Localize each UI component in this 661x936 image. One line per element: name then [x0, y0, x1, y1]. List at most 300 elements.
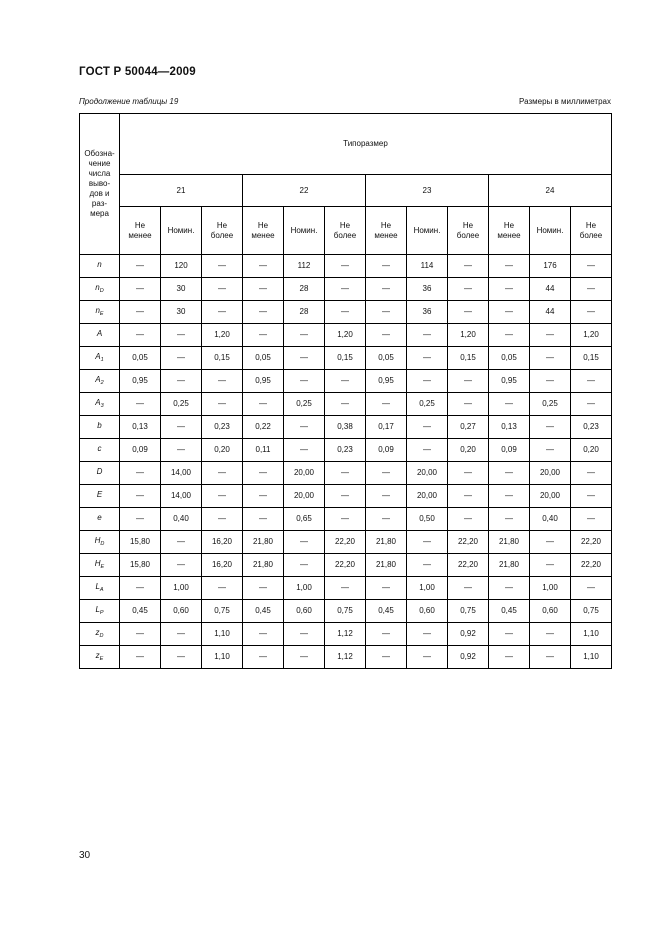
value-cell: 0,95 — [366, 370, 407, 393]
value-cell: — — [202, 485, 243, 508]
value-cell: — — [448, 370, 489, 393]
value-cell: 0,20 — [202, 439, 243, 462]
group-header: Типоразмер — [120, 114, 612, 175]
value-cell: — — [161, 623, 202, 646]
value-cell: 0,60 — [530, 600, 571, 623]
value-cell: 22,20 — [325, 531, 366, 554]
value-cell: — — [161, 416, 202, 439]
value-cell: 114 — [407, 255, 448, 278]
symbol-letter: A — [95, 375, 101, 385]
value-cell: 0,92 — [448, 646, 489, 669]
value-cell: 20,00 — [284, 462, 325, 485]
symbol-subscript: A — [99, 587, 104, 594]
parameter-symbol — [80, 554, 120, 577]
value-cell: — — [243, 577, 284, 600]
value-cell: — — [366, 255, 407, 278]
value-cell: — — [202, 370, 243, 393]
value-cell: 1,10 — [202, 623, 243, 646]
value-cell: — — [325, 485, 366, 508]
value-cell: — — [489, 623, 530, 646]
value-cell: 0,13 — [489, 416, 530, 439]
value-cell: — — [120, 508, 161, 531]
value-cell: 0,25 — [161, 393, 202, 416]
value-cell: 0,05 — [489, 347, 530, 370]
table-row — [80, 370, 612, 393]
value-cell: 20,00 — [407, 485, 448, 508]
value-cell: 0,09 — [366, 439, 407, 462]
value-cell: — — [530, 370, 571, 393]
value-cell: 0,40 — [161, 508, 202, 531]
table-continuation-caption: Продолжение таблицы 19 — [79, 97, 179, 106]
subheader-cell: Не менее — [366, 207, 407, 255]
value-cell: — — [284, 439, 325, 462]
value-cell: 0,05 — [243, 347, 284, 370]
value-cell: — — [202, 393, 243, 416]
table-row — [80, 508, 612, 531]
value-cell: — — [489, 577, 530, 600]
value-cell: — — [120, 278, 161, 301]
value-cell: — — [530, 416, 571, 439]
value-cell: — — [120, 485, 161, 508]
value-cell: — — [366, 278, 407, 301]
value-cell: — — [243, 301, 284, 324]
parameter-symbol — [80, 462, 120, 485]
value-cell: 1,00 — [407, 577, 448, 600]
symbol-letter: b — [97, 421, 102, 431]
symbol-letter: n — [97, 260, 102, 270]
value-cell: — — [284, 416, 325, 439]
value-cell: — — [571, 508, 612, 531]
value-cell: 14,00 — [161, 485, 202, 508]
value-cell: 0,20 — [571, 439, 612, 462]
value-cell: — — [571, 278, 612, 301]
value-cell: 1,20 — [202, 324, 243, 347]
value-cell: 0,45 — [243, 600, 284, 623]
symbol-letter: E — [96, 490, 103, 500]
value-cell: — — [489, 324, 530, 347]
value-cell: — — [448, 301, 489, 324]
value-cell: — — [489, 508, 530, 531]
value-cell: — — [202, 508, 243, 531]
value-cell: 21,80 — [366, 554, 407, 577]
parameter-symbol — [80, 301, 120, 324]
value-cell: 1,00 — [530, 577, 571, 600]
value-cell: — — [448, 508, 489, 531]
value-cell: — — [284, 554, 325, 577]
value-cell: — — [284, 531, 325, 554]
table-row — [80, 416, 612, 439]
value-cell: 0,13 — [120, 416, 161, 439]
symbol-subscript: D — [99, 288, 104, 295]
size-header: 21 — [120, 175, 243, 207]
value-cell: 0,75 — [325, 600, 366, 623]
parameter-symbol — [80, 347, 120, 370]
value-cell: 0,17 — [366, 416, 407, 439]
symbol-subscript: E — [99, 656, 104, 663]
value-cell: — — [489, 462, 530, 485]
subheader-cell: Не менее — [489, 207, 530, 255]
value-cell: 28 — [284, 301, 325, 324]
value-cell: — — [571, 393, 612, 416]
value-cell: 0,20 — [448, 439, 489, 462]
value-cell: — — [366, 577, 407, 600]
subheader-cell: Не более — [202, 207, 243, 255]
symbol-letter: c — [97, 444, 102, 454]
value-cell: 0,05 — [366, 347, 407, 370]
value-cell: — — [202, 462, 243, 485]
parameter-symbol — [80, 531, 120, 554]
value-cell: 28 — [284, 278, 325, 301]
value-cell: — — [325, 278, 366, 301]
symbol-subscript: D — [99, 633, 104, 640]
value-cell: — — [448, 577, 489, 600]
size-header: 24 — [489, 175, 612, 207]
value-cell: — — [530, 324, 571, 347]
value-cell: 0,23 — [202, 416, 243, 439]
subheader-cell: Номин. — [161, 207, 202, 255]
value-cell: — — [530, 439, 571, 462]
value-cell: 0,45 — [120, 600, 161, 623]
value-cell: — — [243, 646, 284, 669]
value-cell: — — [284, 370, 325, 393]
value-cell: 0,75 — [202, 600, 243, 623]
subheader-cell: Номин. — [284, 207, 325, 255]
page-number: 30 — [79, 850, 91, 861]
value-cell: 0,25 — [530, 393, 571, 416]
value-cell: 0,05 — [120, 347, 161, 370]
table-row — [80, 301, 612, 324]
value-cell: — — [489, 485, 530, 508]
parameter-symbol — [80, 485, 120, 508]
value-cell: — — [448, 485, 489, 508]
value-cell: 21,80 — [243, 531, 284, 554]
value-cell: 22,20 — [571, 531, 612, 554]
value-cell: 1,20 — [448, 324, 489, 347]
symbol-subscript: D — [100, 541, 105, 548]
value-cell: — — [489, 393, 530, 416]
value-cell: 0,25 — [284, 393, 325, 416]
value-cell: — — [284, 646, 325, 669]
value-cell: — — [366, 646, 407, 669]
value-cell: 0,15 — [571, 347, 612, 370]
value-cell: 20,00 — [530, 485, 571, 508]
value-cell: 0,60 — [161, 600, 202, 623]
symbol-letter: z — [95, 651, 100, 661]
value-cell: — — [448, 462, 489, 485]
value-cell: — — [448, 278, 489, 301]
value-cell: — — [243, 255, 284, 278]
value-cell: — — [243, 485, 284, 508]
value-cell: 44 — [530, 278, 571, 301]
value-cell: 0,65 — [284, 508, 325, 531]
value-cell: — — [120, 255, 161, 278]
value-cell: 15,80 — [120, 531, 161, 554]
parameter-symbol — [80, 623, 120, 646]
value-cell: 120 — [161, 255, 202, 278]
value-cell: — — [571, 462, 612, 485]
symbol-letter: A — [95, 398, 101, 408]
value-cell: 1,10 — [571, 623, 612, 646]
value-cell: 0,75 — [571, 600, 612, 623]
value-cell: 0,09 — [120, 439, 161, 462]
table-row — [80, 278, 612, 301]
value-cell: 14,00 — [161, 462, 202, 485]
value-cell: — — [161, 324, 202, 347]
value-cell: — — [366, 623, 407, 646]
value-cell: 1,12 — [325, 623, 366, 646]
value-cell: 1,10 — [571, 646, 612, 669]
value-cell: — — [407, 439, 448, 462]
table-row — [80, 462, 612, 485]
value-cell: — — [407, 347, 448, 370]
symbol-letter: H — [94, 559, 101, 569]
subheader-cell: Не менее — [120, 207, 161, 255]
table-row — [80, 393, 612, 416]
size-header: 23 — [366, 175, 489, 207]
table-row — [80, 554, 612, 577]
dimensions-note: Размеры в миллиметрах — [519, 97, 611, 106]
parameter-symbol — [80, 577, 120, 600]
value-cell: — — [120, 623, 161, 646]
symbol-letter: n — [95, 306, 100, 316]
subheader-cell: Не более — [571, 207, 612, 255]
value-cell: — — [366, 393, 407, 416]
value-cell: — — [161, 646, 202, 669]
value-cell: — — [325, 370, 366, 393]
table-row — [80, 347, 612, 370]
first-col-header: Обозна- чение числа выво- дов и раз- мера — [80, 114, 120, 255]
value-cell: 21,80 — [243, 554, 284, 577]
value-cell: — — [202, 255, 243, 278]
value-cell: — — [120, 577, 161, 600]
value-cell: 22,20 — [571, 554, 612, 577]
value-cell: — — [202, 577, 243, 600]
value-cell: 1,20 — [325, 324, 366, 347]
value-cell: — — [571, 370, 612, 393]
value-cell: — — [161, 439, 202, 462]
value-cell: — — [407, 554, 448, 577]
value-cell: 0,92 — [448, 623, 489, 646]
value-cell: — — [530, 646, 571, 669]
value-cell: — — [489, 278, 530, 301]
value-cell: — — [284, 347, 325, 370]
value-cell: — — [325, 508, 366, 531]
value-cell: — — [284, 623, 325, 646]
table-row — [80, 531, 612, 554]
value-cell: 30 — [161, 301, 202, 324]
value-cell: 0,40 — [530, 508, 571, 531]
value-cell: — — [161, 347, 202, 370]
value-cell: 22,20 — [325, 554, 366, 577]
value-cell: — — [571, 577, 612, 600]
value-cell: — — [407, 623, 448, 646]
table-row — [80, 646, 612, 669]
value-cell: — — [325, 577, 366, 600]
subheader-cell: Номин. — [407, 207, 448, 255]
value-cell: — — [530, 347, 571, 370]
value-cell: 30 — [161, 278, 202, 301]
value-cell: 16,20 — [202, 554, 243, 577]
value-cell: — — [243, 324, 284, 347]
value-cell: 0,45 — [366, 600, 407, 623]
symbol-letter: L — [95, 605, 100, 615]
value-cell: — — [366, 301, 407, 324]
value-cell: — — [366, 508, 407, 531]
value-cell: — — [120, 462, 161, 485]
value-cell: 0,38 — [325, 416, 366, 439]
value-cell: — — [407, 646, 448, 669]
size-header: 22 — [243, 175, 366, 207]
value-cell: 21,80 — [489, 531, 530, 554]
symbol-letter: e — [97, 513, 102, 523]
value-cell: 0,09 — [489, 439, 530, 462]
symbol-letter: n — [95, 283, 100, 293]
symbol-letter: z — [95, 628, 100, 638]
table-row — [80, 623, 612, 646]
subheader-cell: Не более — [448, 207, 489, 255]
value-cell: 0,23 — [571, 416, 612, 439]
value-cell: 0,15 — [202, 347, 243, 370]
parameter-symbol — [80, 370, 120, 393]
value-cell: 20,00 — [530, 462, 571, 485]
value-cell: — — [366, 485, 407, 508]
value-cell: 44 — [530, 301, 571, 324]
value-cell: — — [120, 646, 161, 669]
value-cell: — — [448, 393, 489, 416]
value-cell: 0,22 — [243, 416, 284, 439]
value-cell: 0,15 — [448, 347, 489, 370]
value-cell: — — [489, 301, 530, 324]
value-cell: 0,23 — [325, 439, 366, 462]
table-row — [80, 485, 612, 508]
table-row — [80, 324, 612, 347]
dimensions-table — [79, 113, 612, 669]
symbol-subscript: E — [100, 564, 105, 571]
value-cell: — — [161, 554, 202, 577]
value-cell: — — [325, 255, 366, 278]
value-cell: 0,25 — [407, 393, 448, 416]
subheader-cell: Не более — [325, 207, 366, 255]
table-row — [80, 600, 612, 623]
value-cell: — — [407, 531, 448, 554]
table-row — [80, 577, 612, 600]
symbol-letter: H — [94, 536, 101, 546]
parameter-symbol — [80, 324, 120, 347]
symbol-letter: L — [95, 582, 100, 592]
value-cell: — — [571, 485, 612, 508]
value-cell: — — [243, 462, 284, 485]
symbol-subscript: 3 — [100, 403, 104, 410]
value-cell: — — [407, 324, 448, 347]
value-cell: 0,45 — [489, 600, 530, 623]
value-cell: — — [489, 646, 530, 669]
value-cell: — — [120, 301, 161, 324]
table-row — [80, 439, 612, 462]
value-cell: 0,75 — [448, 600, 489, 623]
parameter-symbol — [80, 439, 120, 462]
value-cell: — — [120, 324, 161, 347]
value-cell: — — [530, 531, 571, 554]
parameter-symbol — [80, 278, 120, 301]
value-cell: 0,50 — [407, 508, 448, 531]
value-cell: 1,20 — [571, 324, 612, 347]
value-cell: — — [284, 324, 325, 347]
value-cell: — — [161, 370, 202, 393]
value-cell: — — [325, 301, 366, 324]
value-cell: — — [202, 301, 243, 324]
value-cell: 22,20 — [448, 554, 489, 577]
value-cell: — — [448, 255, 489, 278]
symbol-subscript: E — [99, 311, 104, 318]
value-cell: 1,10 — [202, 646, 243, 669]
value-cell: 0,27 — [448, 416, 489, 439]
value-cell: — — [325, 393, 366, 416]
value-cell: 176 — [530, 255, 571, 278]
value-cell: 1,00 — [161, 577, 202, 600]
value-cell: — — [530, 623, 571, 646]
value-cell: 15,80 — [120, 554, 161, 577]
value-cell: 21,80 — [366, 531, 407, 554]
symbol-letter: A — [96, 329, 103, 339]
value-cell: 22,20 — [448, 531, 489, 554]
value-cell: — — [243, 278, 284, 301]
subheader-cell: Не менее — [243, 207, 284, 255]
value-cell: — — [489, 255, 530, 278]
value-cell: — — [407, 416, 448, 439]
parameter-symbol — [80, 393, 120, 416]
value-cell: 0,15 — [325, 347, 366, 370]
symbol-subscript: 2 — [100, 380, 104, 387]
value-cell: — — [161, 531, 202, 554]
value-cell: — — [530, 554, 571, 577]
symbol-subscript: P — [99, 610, 104, 617]
parameter-symbol — [80, 416, 120, 439]
document-code: ГОСТ Р 50044—2009 — [79, 66, 196, 78]
symbol-letter: A — [95, 352, 101, 362]
value-cell: — — [325, 462, 366, 485]
subheader-cell: Номин. — [530, 207, 571, 255]
parameter-symbol — [80, 646, 120, 669]
value-cell: — — [366, 324, 407, 347]
value-cell: 1,12 — [325, 646, 366, 669]
value-cell: 0,95 — [489, 370, 530, 393]
value-cell: — — [407, 370, 448, 393]
parameter-symbol — [80, 508, 120, 531]
value-cell: — — [243, 393, 284, 416]
value-cell: — — [202, 278, 243, 301]
value-cell: 0,95 — [243, 370, 284, 393]
symbol-letter: D — [96, 467, 103, 477]
value-cell: 1,00 — [284, 577, 325, 600]
parameter-symbol — [80, 255, 120, 278]
value-cell: 0,11 — [243, 439, 284, 462]
value-cell: 36 — [407, 301, 448, 324]
value-cell: 20,00 — [284, 485, 325, 508]
value-cell: — — [243, 508, 284, 531]
value-cell: — — [120, 393, 161, 416]
value-cell: 20,00 — [407, 462, 448, 485]
table-row — [80, 255, 612, 278]
value-cell: — — [571, 301, 612, 324]
symbol-subscript: 1 — [100, 357, 104, 364]
value-cell: 36 — [407, 278, 448, 301]
value-cell: — — [366, 462, 407, 485]
value-cell: 21,80 — [489, 554, 530, 577]
value-cell: — — [243, 623, 284, 646]
value-cell: 112 — [284, 255, 325, 278]
value-cell: 0,60 — [284, 600, 325, 623]
value-cell: — — [571, 255, 612, 278]
